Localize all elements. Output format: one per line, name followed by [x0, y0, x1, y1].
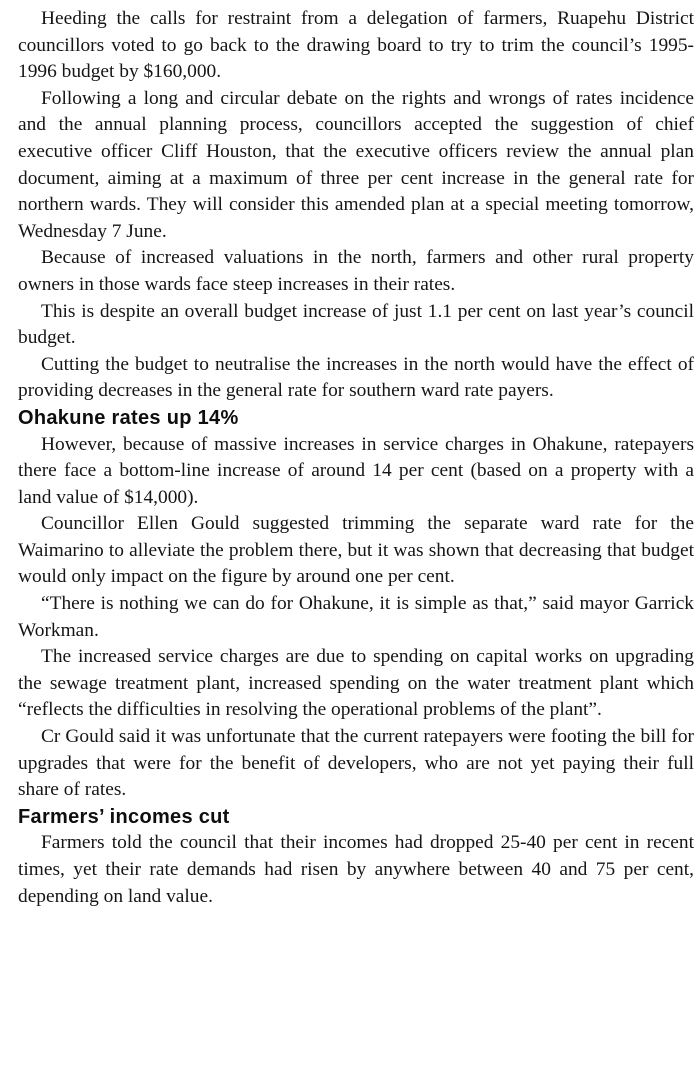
paragraph: However, because of massive increases in service charges in Ohakune, ratepayers there face a bottom-line increase of around 14 per cent (based on a property with a land value of $14,000). [18, 433, 694, 508]
subheading-ohakune-rates: Ohakune rates up 14% [18, 406, 239, 429]
paragraph: Farmers told the council that their incomes had dropped 25-40 per cent in recent times, yet their rate demands had risen by anywhere between 40 and 75 per cent, depending on land value. [18, 832, 694, 907]
paragraph: Councillor Ellen Gould suggested trimming the separate ward rate for the Waimarino to alleviate the problem there, but it was shown that decreasing that budget would only impact on the figure by around one per cent. [18, 513, 694, 588]
paragraph: Following a long and circular debate on the rights and wrongs of rates incidence and the annual planning process, councillors accepted the suggestion of chief executive officer Cliff Houston, that the executive officers review the annual plan document, aiming at a maximum of three per cent increase in the general rate for northern wards. They will consider this amended plan at a special meeting tomorrow, Wednesday 7 June. [18, 87, 694, 242]
paragraph: Cr Gould said it was unfortunate that the current ratepayers were footing the bill for upgrades that were for the benefit of developers, who are not yet paying their full share of rates. [18, 726, 694, 801]
paragraph: “There is nothing we can do for Ohakune, it is simple as that,” said mayor Garrick Workman. [18, 593, 694, 641]
paragraph: Heeding the calls for restraint from a delegation of farmers, Ruapehu District councillors voted to go back to the drawing board to try to trim the council’s 1995-1996 budget by $160,000. [18, 8, 694, 83]
paragraph: This is despite an overall budget increase of just 1.1 per cent on last year’s council budget. [18, 300, 694, 349]
paragraph: Because of increased valuations in the north, farmers and other rural property owners in those wards face steep increases in their rates. [18, 247, 694, 295]
subheading-farmers-incomes: Farmers’ incomes cut [18, 805, 230, 828]
paragraph: The increased service charges are due to spending on capital works on upgrading the sewage treatment plant, increased spending on the water treatment plant which “reflects the difficulties in resolving the operational problems of the plant”. [18, 646, 694, 721]
article-body [18, 6, 694, 910]
paragraph: Cutting the budget to neutralise the increases in the north would have the effect of providing decreases in the general rate for southern ward rate payers. [18, 353, 694, 402]
